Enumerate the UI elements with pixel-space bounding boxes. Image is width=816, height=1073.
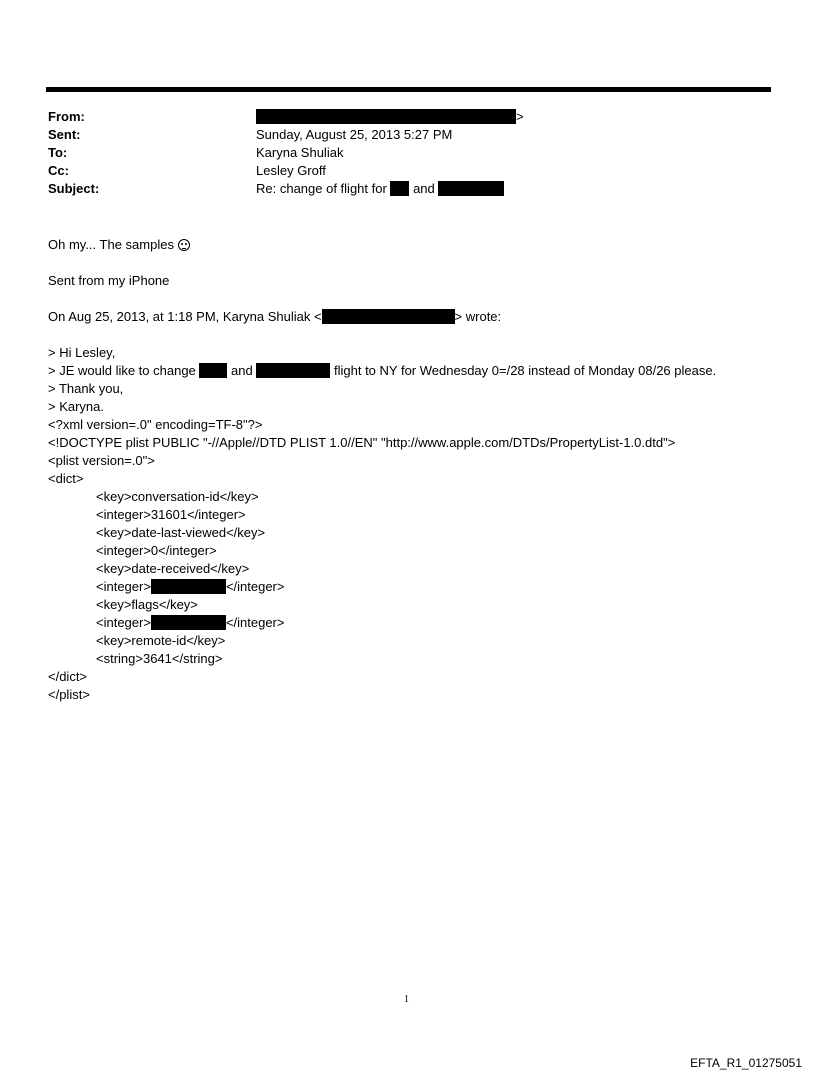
xml-line: <integer> </integer> [96,579,285,594]
body-line: Oh my... The samples [48,236,190,254]
xml-line: <dict> [48,471,84,486]
header-rule [46,87,771,92]
redaction-block [199,363,227,378]
xml-line: <integer> </integer> [96,615,285,630]
redaction-block [256,363,330,378]
xml-line: <integer>0</integer> [96,543,217,558]
redaction-block [151,579,226,594]
sent-value: Sunday, August 25, 2013 5:27 PM [256,127,453,142]
redaction-block [438,181,504,196]
redaction-block [390,181,409,196]
xml-line: <key>conversation-id</key> [96,489,259,504]
quote-line: > JE would like to change and flight to NY for Wednesday 0=/28 instead of Monday 08/26 please. [48,363,717,378]
from-suffix: > [516,109,524,124]
cc-value: Lesley Groff [256,163,326,178]
subject-prefix: Re: change of flight for [256,181,387,196]
xml-line: </plist> [48,687,90,702]
xml-line: <key>flags</key> [96,597,198,612]
quote-line: > Karyna. [48,399,105,414]
xml-line: <?xml version=.0" encoding=TF-8"?> [48,417,263,432]
xml-line: </dict> [48,669,88,684]
xml-line: <key>remote-id</key> [96,633,226,648]
xml-line: <integer>31601</integer> [96,507,246,522]
from-label: From: [48,109,85,124]
subject-label: Subject: [48,181,100,196]
xml-line: <key>date-last-viewed</key> [96,525,266,540]
quote-line: > Thank you, [48,381,124,396]
xml-line: <key>date-received</key> [96,561,250,576]
document-id: EFTA_R1_01275051 [690,1056,802,1070]
sent-label: Sent: [48,127,81,142]
xml-line: <plist version=.0"> [48,453,155,468]
xml-line: <!DOCTYPE plist PUBLIC "-//Apple//DTD PLIST 1.0//EN" "http://www.apple.com/DTDs/PropertyList-1.0.dtd"> [48,435,676,450]
subject-and: and [413,181,435,196]
xml-line: <string>3641</string> [96,651,223,666]
page-number: 1 [404,994,409,1005]
to-value: Karyna Shuliak [256,145,344,160]
cc-label: Cc: [48,163,69,178]
redaction-block [151,615,226,630]
redaction-block [256,109,516,124]
redaction-block [322,309,455,324]
body-line: Sent from my iPhone [48,273,170,288]
from-value [256,108,524,126]
smiley-icon [178,239,190,251]
wrote-line: On Aug 25, 2013, at 1:18 PM, Karyna Shuliak < > wrote: [48,309,502,324]
to-label: To: [48,145,68,160]
quote-line: > Hi Lesley, [48,345,116,360]
subject-value [256,180,504,198]
